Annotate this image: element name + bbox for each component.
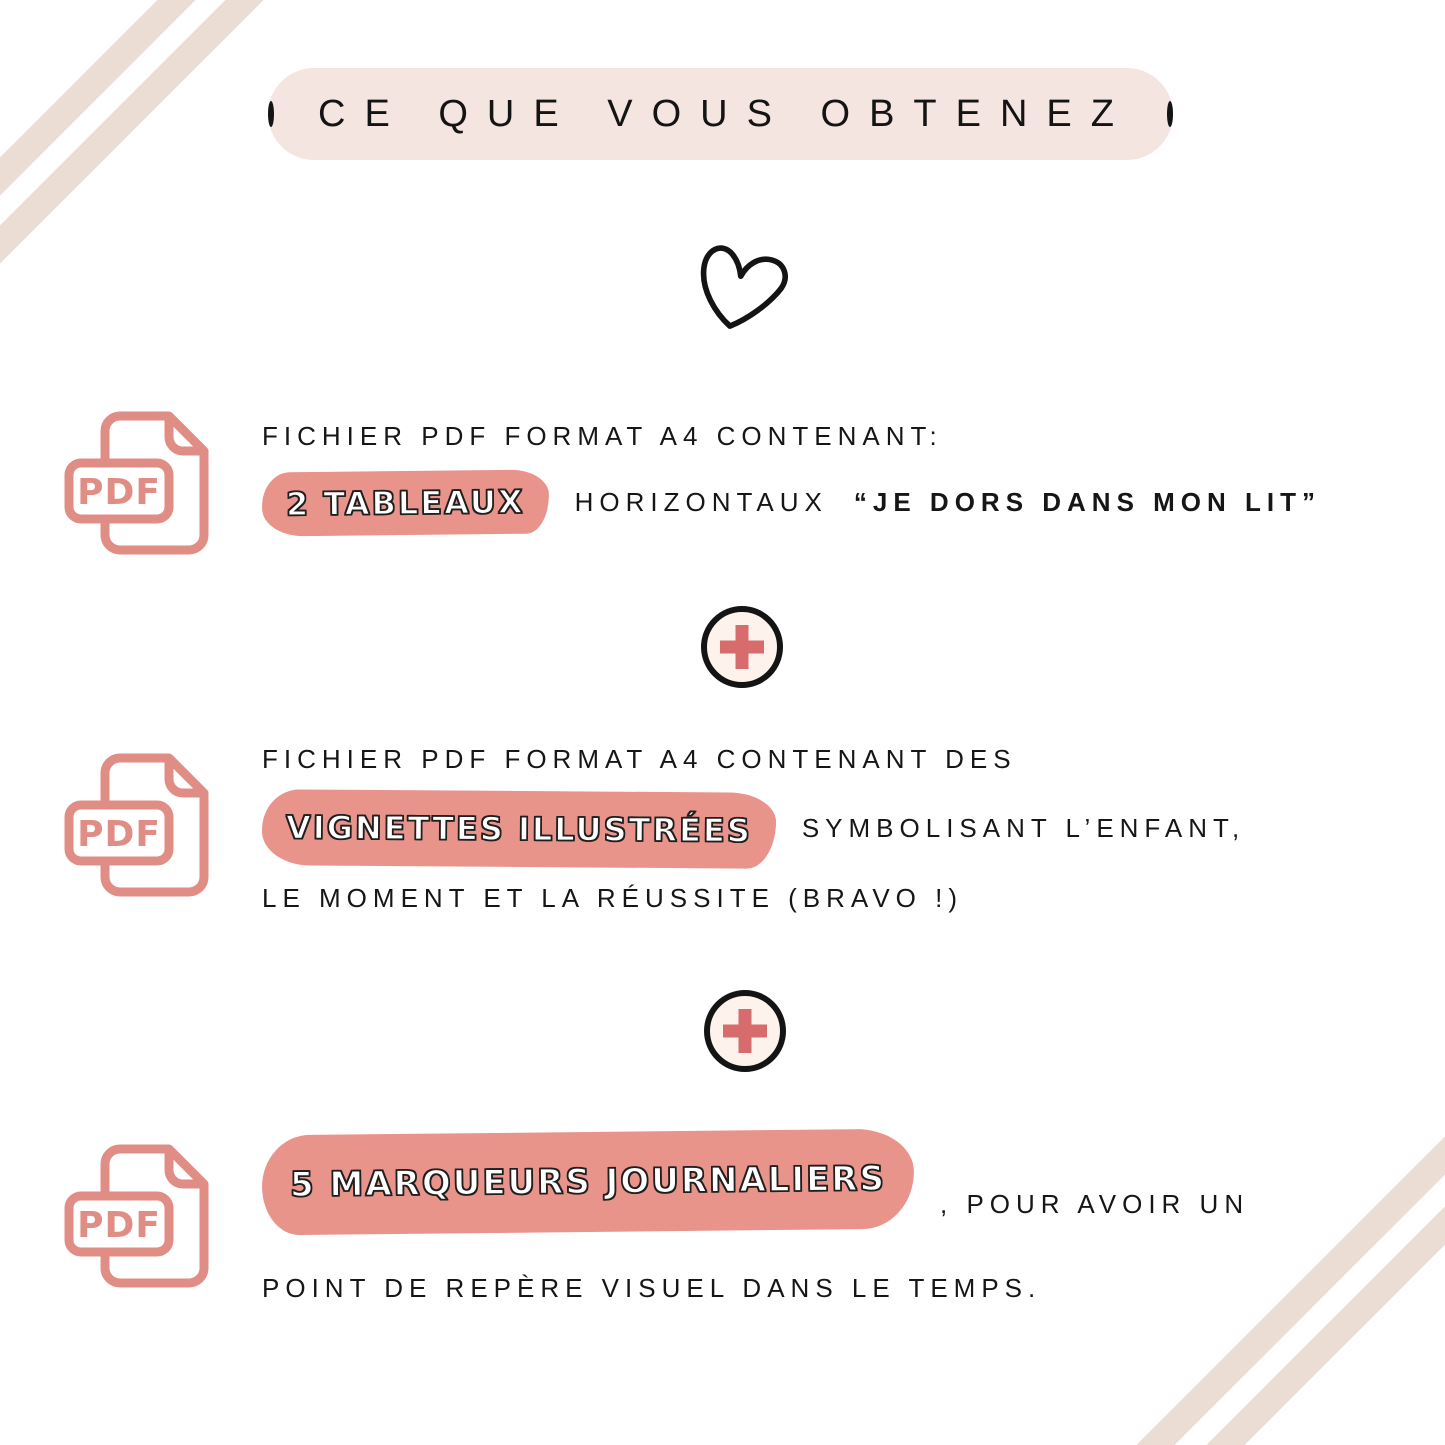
page-title: CE QUE VOUS OBTENEZ: [318, 92, 1133, 135]
pdf-label: PDF: [77, 814, 161, 855]
bold-text: “JE DORS DANS MON LIT”: [853, 487, 1322, 518]
section-tail-text: POINT DE REPÈRE VISUEL DANS LE TEMPS.: [262, 1273, 1042, 1303]
section-pdf-tableaux: [262, 420, 1417, 535]
title-pill: [268, 68, 1173, 160]
section-text: HORIZONTAUX: [574, 487, 828, 518]
section-intro-text: FICHIER PDF FORMAT A4 CONTENANT DES: [262, 744, 1017, 774]
plus-icon: [704, 990, 786, 1072]
bullet-dot-icon: [268, 101, 274, 127]
section-intro-text: FICHIER PDF FORMAT A4 CONTENANT:: [262, 421, 943, 451]
section-text: , POUR AVOIR UN: [940, 1188, 1250, 1219]
section-text: SYMBOLISANT L’ENFANT,: [801, 813, 1246, 844]
bullet-dot-icon: [1167, 101, 1173, 127]
pdf-file-icon: [62, 410, 224, 560]
plus-icon: [701, 606, 783, 688]
section-pdf-vignettes: [262, 743, 1417, 914]
hand-drawn-heart-icon: [678, 227, 808, 347]
highlight-pill: 2 TABLEAUX: [262, 469, 549, 536]
pdf-file-icon: [62, 1143, 224, 1293]
highlight-pill: VIGNETTES ILLUSTRÉES: [262, 789, 776, 869]
diagonal-stripe: [0, 0, 286, 277]
pdf-file-icon: [62, 752, 224, 902]
section-pdf-marqueurs: [262, 1132, 1417, 1305]
diagonal-stripe: [0, 0, 320, 311]
pdf-label: PDF: [77, 1205, 161, 1246]
highlight-pill: 5 MARQUEURS JOURNALIERS: [261, 1129, 914, 1236]
section-tail-text: LE MOMENT ET LA RÉUSSITE (BRAVO !): [262, 882, 963, 913]
pdf-label: PDF: [77, 472, 161, 513]
